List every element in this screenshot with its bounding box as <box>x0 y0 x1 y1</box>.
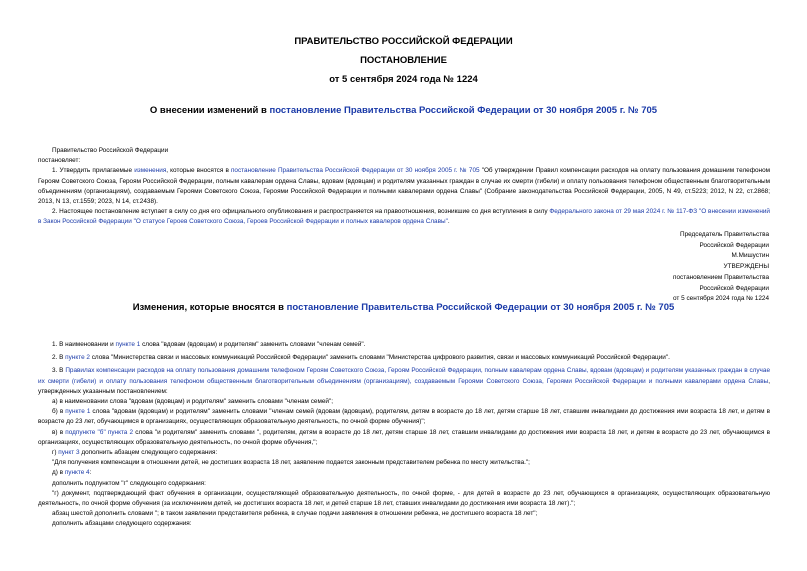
subitem-g <box>38 448 770 458</box>
subitem-d <box>38 468 770 478</box>
approved-label: УТВЕРЖДЕНЫ <box>723 263 769 271</box>
subitem-d-link[interactable]: пункте 4 <box>64 469 90 477</box>
subitem-d-quote: "г) документ, подтверждающий факт обучения в организации, осуществляющей образовательную деятельность, по очной форме, - для детей в возрасте до 23 лет, обучающихся в организациях, осуществляющих образовательную деятельность, по очной форме обучения (за исключением детей, не достигших возраста 18 лет, и детей старше 18 лет, ставших инвалидами до достижения ими возраста 18 лет)."; <box>38 489 770 508</box>
intro-line-2: постановляет: <box>38 157 81 165</box>
item-3-text: 3. В <box>52 367 66 375</box>
approved-date: от 5 сентября 2024 года № 1224 <box>673 295 769 303</box>
paragraph-1-text-3: "Об утверждении Правил компенсации расходов на оплату пользования домашним телефоном Героям Советского Союза, Героям Российской Федерации, полным кавалерам ордена Славы, вдовам (вдовцам) и родителям указанных граждан в случае их смерти (гибели) и оплату пользования телефоном общественным благотворительным объединениям (организациям), создаваемым Героями Советского Союза, Героями Российской Федерации и полными кавалерами ордена Славы" (Собрание законодательства Российской Федерации, 2005, N 49, ст.5223; 2012, N 22, ст.2868; 2013, N 13, ст.1559; 2023, N 14, ст.2438). <box>38 167 771 206</box>
subitem-d-paragraph-7: дополнить абзацами следующего содержания: <box>52 520 192 528</box>
signature-position: Председатель Правительства <box>680 231 769 238</box>
title-prefix: О внесении изменений в <box>149 105 270 116</box>
signature-org: Российской Федерации <box>699 241 769 249</box>
paragraph-1-text: 1. Утвердить прилагаемые <box>52 167 135 175</box>
item-1-text-2: слова "вдовам (вдовцам) и родителям" заменить словами "членам семей". <box>140 341 366 348</box>
subitem-v-text-2: слова "и родителям" заменить словами ", родителям, детям в возрасте до 18 лет, детям старше 18 лет, ставшим инвалидами до достижения ими возраста 18 лет, и детям в возрасте до 23 лет, обучающимся в организациях, осуществляющих образовательную деятельность, по очной форме обучения,"; <box>38 428 771 446</box>
title-decree-link[interactable]: постановление Правительства Российской Федерации от 30 ноября 2005 г. № 705 <box>269 105 658 116</box>
government-heading: ПРАВИТЕЛЬСТВО РОССИЙСКОЙ ФЕДЕРАЦИИ <box>294 36 513 47</box>
subitem-d-text-2: : <box>89 469 92 477</box>
changes-link[interactable]: изменения <box>134 167 167 175</box>
intro-line-1: Правительство Российской Федерации <box>52 147 169 154</box>
subitem-b-text-2: слова "вдовам (вдовцам) и родителям" заменить словами "членам семей (вдовам (вдовцам), родителям, детям в возрасте до 18 лет, детям старше 18 лет, ставшим инвалидами до достижения ими возраста 18 лет, и детям в возрасте до 23 лет, обучающимся в организациях, осуществляющих образовательную деятельность, по очной форме обучения)"; <box>38 408 770 426</box>
item-1 <box>38 340 770 350</box>
rules-link[interactable]: Правилах компенсации расходов на оплату пользования домашним телефоном Героям Советского Союза, Героям Российской Федерации, полным кавалерам ордена Славы, вдовам (вдовцам) и родителям указанных граждан в случае их смерти (гибели) и оплату пользования телефоном общественным благотворительным объединениям (организациям), создаваемым Героями Советского Союза, Героями Российской Федерации и полными кавалерами ордена Славы <box>38 367 770 385</box>
item-3 <box>38 366 770 397</box>
decree-705-link[interactable]: постановление Правительства Российской Федерации от 30 ноября 2005 г. № 705 <box>230 167 480 175</box>
document-date-number: от 5 сентября 2024 года № 1224 <box>329 74 478 85</box>
changes-title-decree-link[interactable]: постановление Правительства Российской Федерации от 30 ноября 2005 г. № 705 <box>286 302 675 313</box>
subitem-b-text: б) в <box>52 408 66 416</box>
approved-org: Российской Федерации <box>699 284 769 292</box>
changes-title-prefix: Изменения, которые вносятся в <box>132 302 287 313</box>
paragraph-1-text-2: , которые вносятся в <box>166 167 231 175</box>
subitem-d-text: д) в <box>52 469 65 477</box>
approved-by: постановлением Правительства <box>673 273 769 281</box>
signature-name: М.Мишустин <box>731 252 769 260</box>
subitem-a: а) в наименовании слова "вдовам (вдовцам) и родителям" заменить словами "членам семей"; <box>52 398 334 406</box>
paragraph-2-end: . <box>447 218 450 226</box>
item-1-link[interactable]: пункте 1 <box>115 341 141 348</box>
paragraph-2 <box>38 207 770 227</box>
document-type: ПОСТАНОВЛЕНИЕ <box>360 55 447 66</box>
item-3-text-2: , утвержденных указанным постановлением: <box>38 377 770 395</box>
subitem-v-text: в) в <box>52 428 66 436</box>
subitem-g-text-2: дополнить абзацем следующего содержания: <box>79 449 218 457</box>
subitem-g-link[interactable]: пункт 3 <box>58 449 80 457</box>
subitem-g-quote: "Для получения компенсации в отношении детей, не достигших возраста 18 лет, заявление подается законным представителем ребенка по месту жительства."; <box>52 459 530 467</box>
subitem-v-link[interactable]: подпункте "б" пункта 2 <box>65 428 134 436</box>
changes-body <box>38 340 770 530</box>
item-2 <box>38 353 770 363</box>
subitem-b <box>38 407 770 427</box>
subitem-d-paragraph-6: абзац шестой дополнить словами "; в таком заявлении представителя ребенка, в случае подачи заявления в отношении ребенка, не достигшего возраста 18 лет"; <box>52 510 538 518</box>
item-2-link[interactable]: пункте 2 <box>65 354 90 362</box>
subitem-v <box>38 428 770 448</box>
federal-law-link[interactable]: Федерального закона от 29 мая 2024 г. № 117-ФЗ "О внесении изменений в Закон Российской Федерации "О статусе Героев Советского Союза, Героев Российской Федерации и полных кавалеров ордена Славы" <box>38 208 770 226</box>
subitem-b-link[interactable]: пункте 1 <box>65 408 91 416</box>
decree-body <box>38 146 770 228</box>
paragraph-2-text: 2. Настоящее постановление вступает в силу со дня его официального опубликования и распространяется на правоотношения, возникшие со дня вступления в силу <box>52 208 550 216</box>
document-title <box>0 105 807 116</box>
changes-title <box>0 302 807 313</box>
subitem-d-sub: дополнить подпунктом "г" следующего содержания: <box>52 479 206 487</box>
paragraph-1 <box>38 166 770 207</box>
item-1-text: 1. В наименовании и <box>52 341 116 348</box>
signature-block <box>673 230 769 305</box>
item-2-text-2: слова "Министерства связи и массовых коммуникаций Российской Федерации" заменить словами "Министерства цифрового развития, связи и массовых коммуникаций Российской Федерации". <box>89 354 670 362</box>
subitem-g-text: г) <box>52 449 59 457</box>
item-2-text: 2. В <box>52 354 66 362</box>
